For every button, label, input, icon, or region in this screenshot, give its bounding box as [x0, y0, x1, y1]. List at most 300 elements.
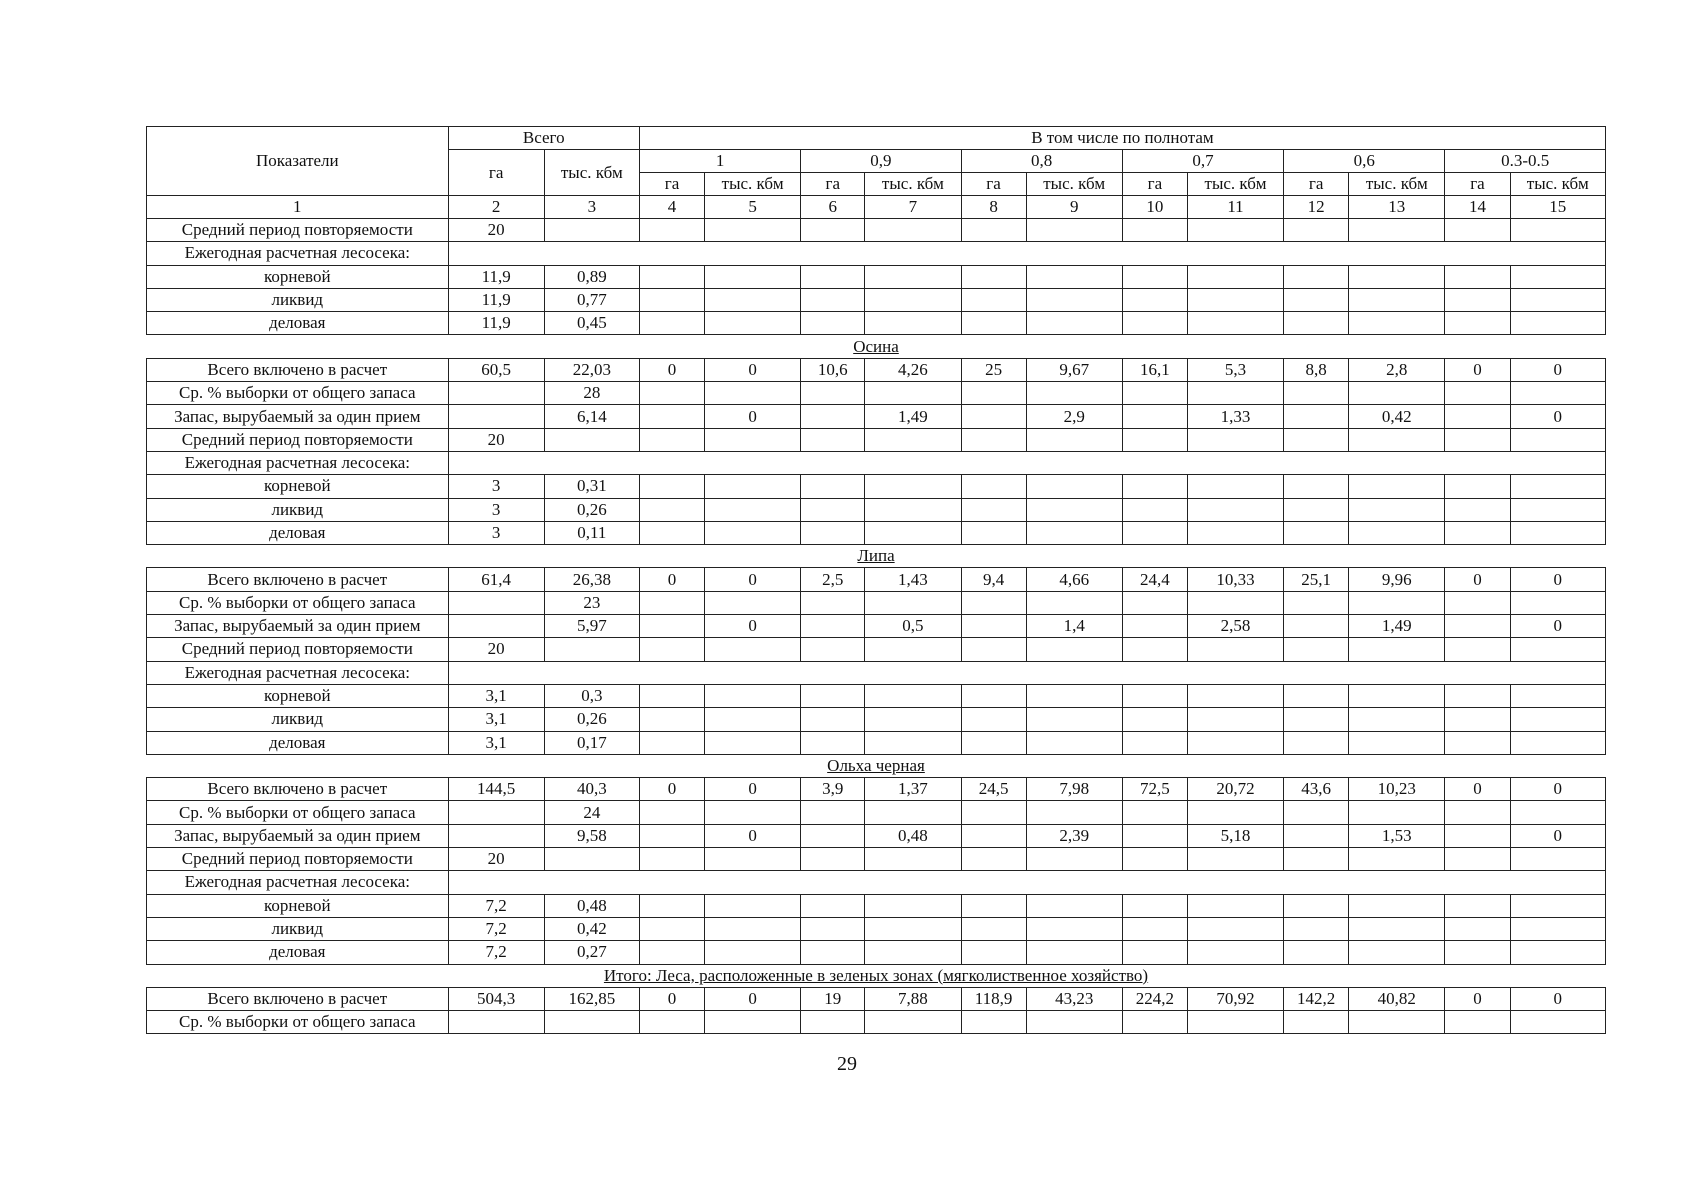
table-cell: 0 — [1510, 824, 1605, 847]
table-cell — [865, 265, 961, 288]
table-cell: 0 — [705, 615, 801, 638]
row-label: Всего включено в расчет — [147, 987, 449, 1010]
table-cell — [1122, 521, 1187, 544]
table-row — [147, 987, 1606, 1010]
table-cell: 5,97 — [544, 615, 639, 638]
table-cell — [961, 638, 1026, 661]
table-cell: 0 — [705, 405, 801, 428]
table-cell: 43,6 — [1284, 778, 1349, 801]
table-cell: 1,33 — [1187, 405, 1283, 428]
page-number: 29 — [837, 1053, 857, 1075]
table-cell: 11,9 — [448, 265, 544, 288]
table-row — [147, 451, 1606, 474]
table-cell — [448, 405, 544, 428]
table-cell — [1510, 591, 1605, 614]
table-cell — [801, 405, 865, 428]
table-cell: 20 — [448, 638, 544, 661]
table-cell — [1349, 219, 1445, 242]
header-kbm: тыс. кбм — [705, 173, 801, 196]
table-cell — [1122, 265, 1187, 288]
table-cell — [639, 265, 704, 288]
header-ha: га — [1445, 173, 1510, 196]
table-cell — [801, 615, 865, 638]
table-cell — [1187, 731, 1283, 754]
table-cell — [801, 591, 865, 614]
table-cell — [801, 475, 865, 498]
row-label: Всего включено в расчет — [147, 358, 449, 381]
table-cell — [705, 917, 801, 940]
table-cell — [1187, 428, 1283, 451]
column-number: 15 — [1510, 196, 1605, 219]
table-cell — [865, 219, 961, 242]
table-cell: 25,1 — [1284, 568, 1349, 591]
table-cell — [961, 428, 1026, 451]
table-cell — [961, 1011, 1026, 1034]
table-cell: 3,1 — [448, 708, 544, 731]
table-cell: 3,1 — [448, 684, 544, 707]
table-cell — [1026, 941, 1122, 964]
table-cell: 20,72 — [1187, 778, 1283, 801]
table-cell: 2,39 — [1026, 824, 1122, 847]
table-cell — [639, 824, 704, 847]
section-title-cell — [147, 754, 1606, 777]
table-cell: 0 — [1445, 568, 1510, 591]
row-label: Всего включено в расчет — [147, 778, 449, 801]
table-cell — [1284, 1011, 1349, 1034]
table-cell — [801, 521, 865, 544]
table-row — [147, 731, 1606, 754]
table-cell — [1349, 684, 1445, 707]
table-cell — [1445, 824, 1510, 847]
table-cell: 0 — [1510, 405, 1605, 428]
table-cell — [1445, 941, 1510, 964]
empty-span-cell — [448, 661, 1605, 684]
table-cell: 0,89 — [544, 265, 639, 288]
table-cell — [1445, 638, 1510, 661]
table-cell — [1349, 521, 1445, 544]
table-cell — [1026, 1011, 1122, 1034]
table-cell — [1284, 498, 1349, 521]
table-cell — [1284, 638, 1349, 661]
table-cell — [1187, 382, 1283, 405]
table-cell — [1349, 917, 1445, 940]
table-cell: 0,48 — [544, 894, 639, 917]
table-cell: 7,88 — [865, 987, 961, 1010]
table-cell — [1284, 801, 1349, 824]
table-cell — [1284, 941, 1349, 964]
table-cell — [1349, 265, 1445, 288]
table-row — [147, 824, 1606, 847]
section-row — [147, 754, 1606, 777]
table-row — [147, 242, 1606, 265]
table-cell — [1122, 288, 1187, 311]
table-cell — [1122, 219, 1187, 242]
table-cell — [1510, 638, 1605, 661]
table-cell: 72,5 — [1122, 778, 1187, 801]
header-density: 0,7 — [1122, 150, 1283, 173]
section-title-cell — [147, 335, 1606, 358]
table-cell — [865, 521, 961, 544]
table-cell: 0 — [639, 987, 704, 1010]
table-row — [147, 1011, 1606, 1034]
table-cell — [1026, 382, 1122, 405]
table-cell: 504,3 — [448, 987, 544, 1010]
table-cell — [1349, 1011, 1445, 1034]
table-cell — [961, 265, 1026, 288]
table-cell — [1187, 917, 1283, 940]
header-total: Всего — [448, 127, 639, 150]
table-cell — [865, 801, 961, 824]
column-number: 12 — [1284, 196, 1349, 219]
table-cell — [1510, 382, 1605, 405]
table-cell: 0,31 — [544, 475, 639, 498]
table-cell — [1510, 428, 1605, 451]
table-cell — [1284, 731, 1349, 754]
table-cell — [1349, 801, 1445, 824]
table-cell — [1510, 265, 1605, 288]
table-cell — [801, 265, 865, 288]
table-row — [147, 917, 1606, 940]
table-cell — [801, 498, 865, 521]
table-cell: 20 — [448, 428, 544, 451]
table-cell: 0 — [1445, 987, 1510, 1010]
table-cell — [1510, 801, 1605, 824]
table-row — [147, 498, 1606, 521]
table-cell — [1026, 848, 1122, 871]
table-cell: 0 — [1510, 358, 1605, 381]
table-cell — [1187, 708, 1283, 731]
table-cell: 16,1 — [1122, 358, 1187, 381]
table-cell: 1,37 — [865, 778, 961, 801]
header-by-density: В том числе по полнотам — [639, 127, 1605, 150]
header-kbm: тыс. кбм — [1187, 173, 1283, 196]
table-cell — [1122, 1011, 1187, 1034]
table-cell: 9,4 — [961, 568, 1026, 591]
table-cell — [639, 917, 704, 940]
row-label: Всего включено в расчет — [147, 568, 449, 591]
row-label: ликвид — [147, 288, 449, 311]
table-cell — [801, 801, 865, 824]
table-cell: 0 — [639, 568, 704, 591]
table-cell — [1349, 312, 1445, 335]
table-cell — [1122, 498, 1187, 521]
table-cell — [1122, 382, 1187, 405]
table-cell — [1349, 475, 1445, 498]
table-cell: 0,26 — [544, 498, 639, 521]
table-cell — [705, 288, 801, 311]
table-cell: 162,85 — [544, 987, 639, 1010]
table-cell — [1510, 312, 1605, 335]
table-cell: 40,82 — [1349, 987, 1445, 1010]
column-number: 10 — [1122, 196, 1187, 219]
table-cell — [1026, 475, 1122, 498]
table-cell — [639, 521, 704, 544]
table-cell — [1349, 428, 1445, 451]
table-cell — [1349, 848, 1445, 871]
table-row — [147, 848, 1606, 871]
table-cell — [1122, 591, 1187, 614]
table-cell: 0 — [705, 778, 801, 801]
table-cell — [705, 801, 801, 824]
table-cell — [961, 475, 1026, 498]
table-cell — [961, 219, 1026, 242]
table-cell — [801, 1011, 865, 1034]
table-cell — [639, 475, 704, 498]
row-label: Ежегодная расчетная лесосека: — [147, 661, 449, 684]
table-cell — [639, 708, 704, 731]
table-cell: 0 — [1445, 778, 1510, 801]
table-row — [147, 871, 1606, 894]
table-cell: 6,14 — [544, 405, 639, 428]
table-row — [147, 568, 1606, 591]
table-cell — [865, 708, 961, 731]
column-number: 4 — [639, 196, 704, 219]
row-label: ликвид — [147, 498, 449, 521]
table-cell: 24 — [544, 801, 639, 824]
table-cell — [639, 801, 704, 824]
table-cell — [1122, 475, 1187, 498]
section-title-cell — [147, 545, 1606, 568]
table-cell — [639, 405, 704, 428]
table-cell: 0,17 — [544, 731, 639, 754]
table-cell: 0 — [1510, 568, 1605, 591]
table-cell — [801, 428, 865, 451]
table-cell — [1284, 615, 1349, 638]
table-cell — [639, 684, 704, 707]
table-cell: 0,27 — [544, 941, 639, 964]
table-cell — [1510, 941, 1605, 964]
table-row — [147, 801, 1606, 824]
table-row — [147, 894, 1606, 917]
header-ha: га — [639, 173, 704, 196]
table-cell: 20 — [448, 848, 544, 871]
empty-span-cell — [448, 242, 1605, 265]
table-cell — [1510, 521, 1605, 544]
table-cell — [1122, 312, 1187, 335]
table-cell — [1187, 1011, 1283, 1034]
table-cell — [1284, 219, 1349, 242]
table-row — [147, 615, 1606, 638]
table-cell — [1445, 405, 1510, 428]
table-cell — [1284, 894, 1349, 917]
table-cell — [865, 475, 961, 498]
row-label: деловая — [147, 521, 449, 544]
section-title-cell — [147, 964, 1606, 987]
table-cell — [1284, 428, 1349, 451]
column-number: 8 — [961, 196, 1026, 219]
table-row — [147, 219, 1606, 242]
table-cell — [1122, 941, 1187, 964]
table-cell — [1187, 312, 1283, 335]
table-cell: 118,9 — [961, 987, 1026, 1010]
table-cell — [639, 848, 704, 871]
table-row — [147, 358, 1606, 381]
table-cell — [1349, 708, 1445, 731]
table-cell — [1349, 638, 1445, 661]
table-row — [147, 312, 1606, 335]
section-title: Осина — [853, 336, 899, 356]
table-cell: 0 — [705, 824, 801, 847]
row-label: корневой — [147, 894, 449, 917]
column-number: 9 — [1026, 196, 1122, 219]
table-cell — [1510, 708, 1605, 731]
table-cell: 61,4 — [448, 568, 544, 591]
table-cell — [801, 848, 865, 871]
table-cell: 10,6 — [801, 358, 865, 381]
row-label: Ср. % выборки от общего запаса — [147, 591, 449, 614]
table-cell: 5,3 — [1187, 358, 1283, 381]
table-cell — [448, 824, 544, 847]
table-cell: 40,3 — [544, 778, 639, 801]
table-cell: 0 — [705, 568, 801, 591]
table-cell — [1349, 288, 1445, 311]
table-cell — [1026, 521, 1122, 544]
table-cell — [1187, 801, 1283, 824]
table-cell — [1122, 824, 1187, 847]
table-cell: 1,49 — [1349, 615, 1445, 638]
header-total-kbm: тыс. кбм — [544, 150, 639, 196]
table-cell — [639, 591, 704, 614]
table-cell — [1349, 498, 1445, 521]
table-cell — [705, 382, 801, 405]
table-cell — [1445, 731, 1510, 754]
table-cell: 24,5 — [961, 778, 1026, 801]
table-cell: 23 — [544, 591, 639, 614]
table-cell: 24,4 — [1122, 568, 1187, 591]
table-cell: 0 — [705, 358, 801, 381]
table-cell: 11,9 — [448, 312, 544, 335]
table-row — [147, 591, 1606, 614]
table-cell — [1349, 591, 1445, 614]
table-cell — [1510, 219, 1605, 242]
row-label: Ср. % выборки от общего запаса — [147, 1011, 449, 1034]
table-cell — [865, 941, 961, 964]
row-label: Ср. % выборки от общего запаса — [147, 801, 449, 824]
table-cell: 22,03 — [544, 358, 639, 381]
table-cell — [1026, 591, 1122, 614]
header-density: 0.3-0.5 — [1445, 150, 1606, 173]
table-cell — [705, 521, 801, 544]
table-cell: 142,2 — [1284, 987, 1349, 1010]
table-cell — [865, 288, 961, 311]
row-label: Ежегодная расчетная лесосека: — [147, 451, 449, 474]
row-label: Средний период повторяемости — [147, 848, 449, 871]
row-label: деловая — [147, 312, 449, 335]
table-cell — [705, 638, 801, 661]
table-cell — [639, 1011, 704, 1034]
table-cell: 43,23 — [1026, 987, 1122, 1010]
table-cell: 11,9 — [448, 288, 544, 311]
table-cell — [1445, 591, 1510, 614]
table-cell — [1122, 684, 1187, 707]
table-cell: 20 — [448, 219, 544, 242]
table-cell — [1187, 941, 1283, 964]
table-cell: 3 — [448, 475, 544, 498]
table-cell — [801, 708, 865, 731]
table-cell — [1445, 382, 1510, 405]
table-cell: 3,1 — [448, 731, 544, 754]
table-cell — [1122, 894, 1187, 917]
table-cell — [865, 894, 961, 917]
table-cell — [639, 382, 704, 405]
table-cell: 0,42 — [1349, 405, 1445, 428]
table-cell: 7,2 — [448, 917, 544, 940]
table-cell — [1445, 684, 1510, 707]
empty-span-cell — [448, 451, 1605, 474]
table-cell — [1284, 708, 1349, 731]
table-cell — [865, 591, 961, 614]
table-cell — [961, 848, 1026, 871]
table-cell — [1284, 521, 1349, 544]
table-cell — [801, 917, 865, 940]
table-cell — [1026, 265, 1122, 288]
row-label: Запас, вырубаемый за один прием — [147, 405, 449, 428]
header-density: 0,6 — [1284, 150, 1445, 173]
empty-span-cell — [448, 871, 1605, 894]
table-cell: 0,42 — [544, 917, 639, 940]
table-cell — [801, 894, 865, 917]
table-cell — [1445, 894, 1510, 917]
table-cell — [1284, 288, 1349, 311]
table-cell — [865, 1011, 961, 1034]
table-cell — [544, 848, 639, 871]
table-cell — [1026, 894, 1122, 917]
table-cell — [1510, 288, 1605, 311]
table-cell: 1,49 — [865, 405, 961, 428]
header-ha: га — [1122, 173, 1187, 196]
table-cell: 0 — [1445, 358, 1510, 381]
table-cell: 7,2 — [448, 894, 544, 917]
column-number: 11 — [1187, 196, 1283, 219]
column-number: 3 — [544, 196, 639, 219]
table-cell — [1187, 638, 1283, 661]
header-kbm: тыс. кбм — [865, 173, 961, 196]
section-title: Итого: Леса, расположенные в зеленых зонах (мягколиственное хозяйство) — [603, 965, 1149, 985]
row-label: корневой — [147, 265, 449, 288]
table-cell — [705, 848, 801, 871]
row-label: Запас, вырубаемый за один прием — [147, 824, 449, 847]
table-cell — [801, 824, 865, 847]
table-cell — [801, 288, 865, 311]
table-cell — [865, 731, 961, 754]
header-ha: га — [1284, 173, 1349, 196]
section-title: Липа — [857, 546, 895, 566]
table-cell: 7,2 — [448, 941, 544, 964]
table-cell — [1445, 475, 1510, 498]
table-cell: 4,26 — [865, 358, 961, 381]
table-cell — [961, 708, 1026, 731]
table-cell: 0,5 — [865, 615, 961, 638]
table-cell — [1510, 498, 1605, 521]
table-cell: 4,66 — [1026, 568, 1122, 591]
table-cell — [1284, 265, 1349, 288]
header-ha: га — [961, 173, 1026, 196]
table-row — [147, 941, 1606, 964]
table-cell — [1284, 684, 1349, 707]
table-cell — [544, 638, 639, 661]
table-cell: 25 — [961, 358, 1026, 381]
table-cell — [448, 382, 544, 405]
table-cell — [1284, 917, 1349, 940]
table-cell — [1122, 428, 1187, 451]
table-cell: 224,2 — [1122, 987, 1187, 1010]
row-label: деловая — [147, 731, 449, 754]
column-number: 2 — [448, 196, 544, 219]
table-cell — [1026, 219, 1122, 242]
table-cell: 28 — [544, 382, 639, 405]
table-cell — [1349, 941, 1445, 964]
table-cell: 0 — [705, 987, 801, 1010]
